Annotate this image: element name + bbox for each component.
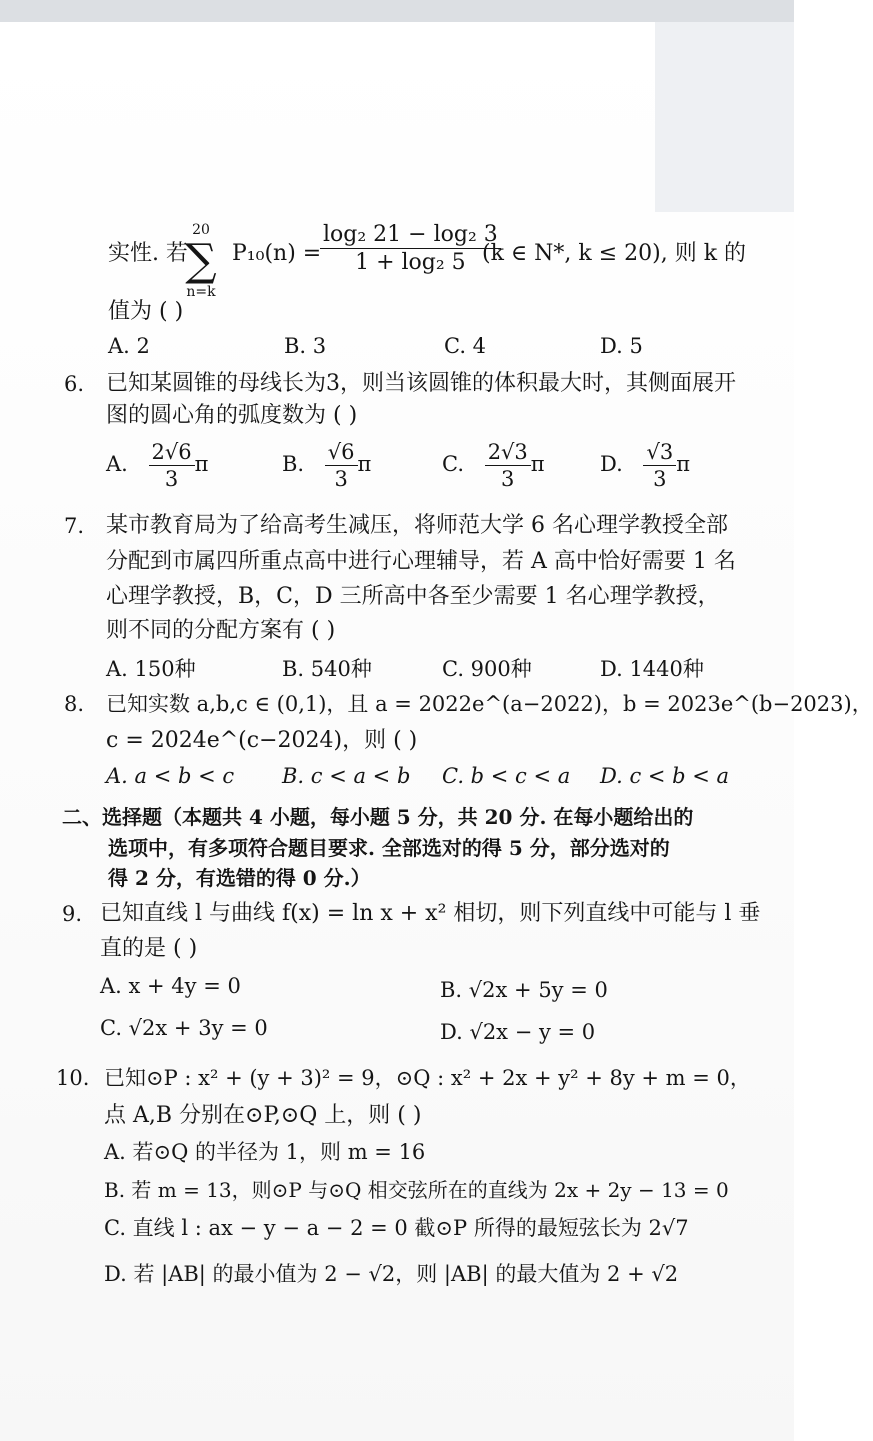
q5-condition: (k ∈ N*, k ≤ 20), 则 k 的 xyxy=(482,241,747,266)
scan-shadow xyxy=(655,22,794,212)
q6-option-d xyxy=(600,440,690,491)
q7-line2: 分配到市属四所重点高中进行心理辅导，若 A 高中恰好需要 1 名 xyxy=(106,549,736,574)
pi-symbol: π xyxy=(530,452,545,477)
q6-option-a-label: A. xyxy=(106,452,128,477)
q6-number: 6. xyxy=(64,372,85,396)
q5-option-d: D. 5 xyxy=(600,334,643,358)
q6-option-d-den: 3 xyxy=(653,467,667,492)
q10-option-a: A. 若⊙Q 的半径为 1，则 m = 16 xyxy=(104,1140,426,1164)
q7-option-b: B. 540种 xyxy=(282,657,372,681)
q6-option-d-label: D. xyxy=(600,452,623,477)
q9-option-b: B. √2x + 5y = 0 xyxy=(440,978,608,1002)
section2-instructions-line3: 得 2 分，有选错的得 0 分.） xyxy=(108,866,371,890)
q6-line2: 图的圆心角的弧度数为 ( ) xyxy=(106,403,358,428)
q5-option-c: C. 4 xyxy=(444,334,487,358)
q7-line3: 心理学教授，B，C，D 三所高中各至少需要 1 名心理学教授， xyxy=(106,584,720,609)
q7-option-a: A. 150种 xyxy=(106,657,196,681)
q7-line1: 某市教育局为了给高考生减压，将师范大学 6 名心理学教授全部 xyxy=(106,513,728,538)
q6-option-a-num: 2√6 xyxy=(149,440,195,466)
sum-lower-limit: n=k xyxy=(186,284,216,300)
q6-option-a-den: 3 xyxy=(164,467,179,492)
q8-number: 8. xyxy=(64,692,85,716)
q6-option-b xyxy=(282,440,371,491)
q8-option-a: A. a < b < c xyxy=(106,764,235,788)
pi-symbol: π xyxy=(194,452,209,477)
q7-option-d: D. 1440种 xyxy=(600,657,704,681)
q9-line1: 已知直线 l 与曲线 f(x) = ln x + x² 相切，则下列直线中可能与 l 垂 xyxy=(100,901,761,926)
q8-option-d: D. c < b < a xyxy=(600,764,730,788)
q5-fraction-numerator: log₂ 21 − log₂ 3 xyxy=(320,222,501,249)
q7-number: 7. xyxy=(64,514,85,538)
q5-fraction xyxy=(320,222,501,276)
q5-fraction-denominator: 1 + log₂ 5 xyxy=(355,250,466,276)
q10-line2: 点 A,B 分别在⊙P,⊙Q 上，则 ( ) xyxy=(104,1103,422,1128)
q5-line1-prefix: 实性. 若 xyxy=(108,241,188,266)
q8-line1: 已知实数 a,b,c ∈ (0,1)，且 a = 2022e^(a−2022)，b = 2023e^(b−2023)， xyxy=(106,692,873,716)
summation-symbol xyxy=(171,222,231,298)
q10-option-d: D. 若 |AB| 的最小值为 2 − √2，则 |AB| 的最大值为 2 + √2 xyxy=(104,1262,679,1286)
q6-option-b-label: B. xyxy=(282,452,305,477)
q8-line2: c = 2024e^(c−2024)，则 ( ) xyxy=(106,728,418,753)
pi-symbol: π xyxy=(676,452,691,477)
q7-option-c: C. 900种 xyxy=(442,657,532,681)
q6-option-a xyxy=(106,440,208,491)
q6-option-c xyxy=(442,440,545,491)
q9-option-c: C. √2x + 3y = 0 xyxy=(100,1016,268,1040)
pi-symbol: π xyxy=(357,452,372,477)
q10-option-c: C. 直线 l : ax − y − a − 2 = 0 截⊙P 所得的最短弦长为 2√7 xyxy=(104,1216,689,1240)
section2-instructions-line2: 选项中，有多项符合题目要求. 全部选对的得 5 分，部分选对的 xyxy=(108,836,670,860)
sum-upper-limit: 20 xyxy=(192,222,210,238)
q9-line2: 直的是 ( ) xyxy=(100,936,198,961)
q9-option-d: D. √2x − y = 0 xyxy=(440,1020,596,1044)
sigma-icon: ∑ xyxy=(185,235,217,286)
q8-option-c: C. b < c < a xyxy=(442,764,571,788)
q10-number: 10. xyxy=(56,1066,90,1090)
q7-line4: 则不同的分配方案有 ( ) xyxy=(106,618,336,643)
scan-top-border xyxy=(0,0,794,22)
q5-p-term: P₁₀(n) = xyxy=(232,241,322,266)
q6-option-b-num: √6 xyxy=(325,440,358,466)
q9-number: 9. xyxy=(62,902,83,926)
q6-option-c-den: 3 xyxy=(501,467,515,492)
q6-line1: 已知某圆锥的母线长为3，则当该圆锥的体积最大时，其侧面展开 xyxy=(106,371,736,396)
q10-line1: 已知⊙P : x² + (y + 3)² = 9，⊙Q : x² + 2x + y² + 8y + m = 0， xyxy=(104,1066,751,1090)
q5-option-a: A. 2 xyxy=(108,334,150,358)
q6-option-c-label: C. xyxy=(442,452,464,477)
q10-option-b: B. 若 m = 13，则⊙P 与⊙Q 相交弦所在的直线为 2x + 2y − 13 = 0 xyxy=(104,1178,729,1202)
q9-option-a: A. x + 4y = 0 xyxy=(100,974,241,998)
q8-option-b: B. c < a < b xyxy=(282,764,411,788)
q6-option-d-num: √3 xyxy=(643,440,676,466)
section2-header: 二、选择题（本题共 4 小题，每小题 5 分，共 20 分. 在每小题给出的 xyxy=(62,805,694,829)
q6-option-c-num: 2√3 xyxy=(485,440,531,466)
q6-option-b-den: 3 xyxy=(334,467,348,492)
q5-line2: 值为 ( ) xyxy=(108,299,184,324)
q5-option-b: B. 3 xyxy=(284,334,327,358)
